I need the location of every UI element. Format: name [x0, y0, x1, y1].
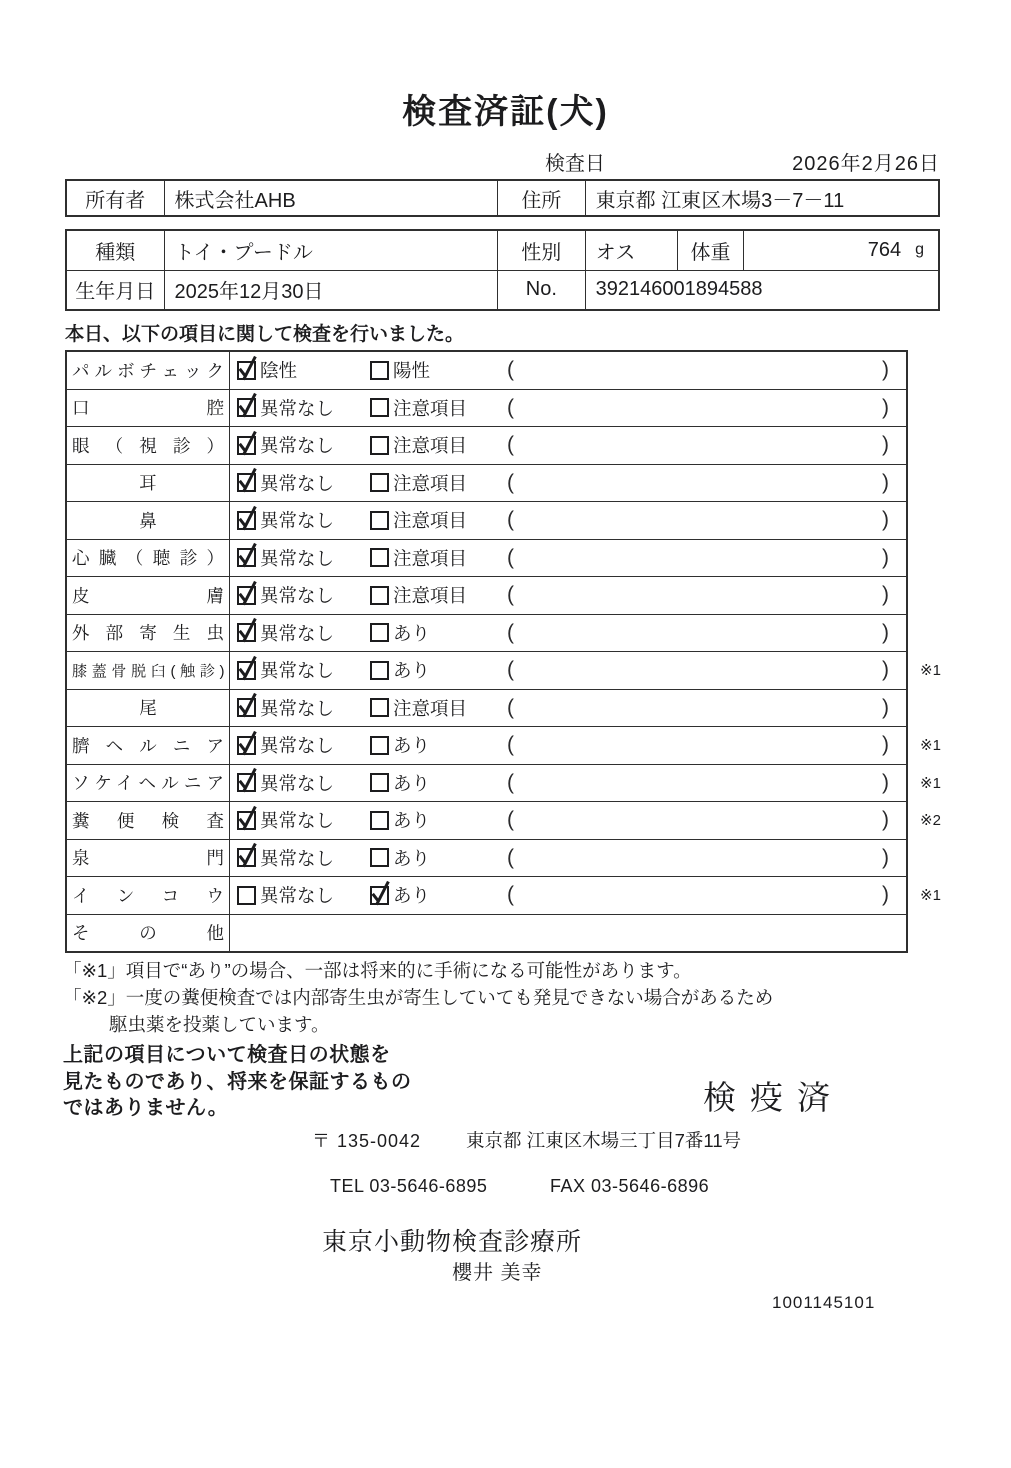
result-note-paren-open: (	[507, 620, 514, 644]
exam-item-label-cell	[67, 652, 230, 689]
exam-row	[67, 389, 906, 427]
disclaimer-line: 上記の項目について検査日の状態を	[63, 1044, 391, 1066]
exam-item-label: ソケイヘルニア	[72, 773, 224, 794]
sex-value: オス	[586, 231, 679, 270]
footnotes	[63, 957, 773, 1038]
breed-value: トイ・プードル	[165, 231, 498, 270]
exam-option-label: 異常なし	[260, 547, 335, 569]
exam-option-label: 注意項目	[393, 697, 468, 719]
exam-result-cell	[230, 352, 906, 389]
exam-row	[67, 876, 941, 914]
result-note-paren-close: )	[882, 508, 889, 532]
postal-code: 〒 135-0042	[312, 1131, 422, 1151]
exam-option	[237, 620, 334, 646]
exam-option	[237, 395, 334, 421]
remark-marker: ※1	[920, 887, 941, 905]
result-note-paren-close: )	[882, 545, 889, 569]
exam-option-label: 注意項目	[393, 547, 468, 569]
result-note-paren-open: (	[507, 733, 514, 757]
result-note-paren-open: (	[507, 845, 514, 869]
exam-item-label: 心臓（聴診）	[72, 548, 224, 569]
checkbox-unchecked-icon	[370, 848, 389, 867]
exam-result-cell	[230, 877, 941, 914]
checkbox-unchecked-icon	[370, 623, 389, 642]
exam-result-cell	[230, 802, 941, 839]
exam-option-label: 異常なし	[260, 660, 335, 682]
result-note-paren-close: )	[882, 358, 889, 382]
exam-option-label: あり	[393, 847, 431, 869]
result-note-paren-open: (	[507, 583, 514, 607]
exam-item-label: 鼻	[139, 510, 157, 531]
result-note-paren-open: (	[507, 433, 514, 457]
exam-item-label-cell	[67, 540, 230, 577]
exam-row	[67, 914, 906, 952]
result-note-paren-close: )	[882, 470, 889, 494]
owner-row	[67, 181, 938, 215]
exam-option-label: 異常なし	[260, 697, 335, 719]
exam-result-cell	[230, 540, 906, 577]
exam-item-label-cell	[67, 877, 230, 914]
exam-option	[237, 770, 334, 796]
owner-value: 株式会社AHB	[165, 181, 498, 215]
exam-option-label: 異常なし	[260, 810, 335, 832]
result-note-paren-open: (	[507, 470, 514, 494]
weight-label: 体重	[678, 231, 744, 270]
result-note-paren-close: )	[882, 620, 889, 644]
footnote-line: 駆虫薬を投薬しています。	[109, 1014, 330, 1035]
exam-option-label: 異常なし	[260, 885, 335, 907]
result-note-paren-close: )	[882, 845, 889, 869]
exam-option	[370, 357, 430, 383]
disclaimer-line: 見たものであり、将来を保証するもの	[63, 1070, 412, 1093]
exam-result-cell	[230, 915, 906, 952]
result-note-paren-close: )	[882, 433, 889, 457]
breed-label: 種類	[67, 231, 165, 270]
exam-result-cell	[230, 840, 906, 877]
address-label: 住所	[498, 181, 586, 215]
fax-number: FAX 03-5646-6896	[550, 1176, 710, 1196]
weight-unit: g	[915, 241, 924, 259]
exam-item-label: その他	[72, 923, 224, 944]
exam-item-label-cell	[67, 502, 230, 539]
exam-item-label-cell	[67, 727, 230, 764]
checkbox-unchecked-icon	[370, 698, 389, 717]
tel-number: TEL 03-5646-6895	[330, 1176, 488, 1196]
exam-result-cell	[230, 690, 906, 727]
exam-option	[370, 432, 467, 458]
exam-option	[370, 732, 430, 758]
result-note-paren-close: )	[882, 733, 889, 757]
exam-option-label: 異常なし	[260, 510, 335, 532]
exam-row	[67, 726, 941, 764]
exam-option-label: あり	[393, 660, 431, 682]
clinic-name: 東京小動物検査診療所	[322, 1228, 583, 1256]
footnote-line: 「※2」一度の糞便検査では内部寄生虫が寄生していても発見できない場合があるため	[63, 987, 774, 1008]
exam-result-cell	[230, 465, 906, 502]
result-note-paren-close: )	[882, 395, 889, 419]
remark-marker: ※2	[920, 812, 941, 830]
exam-result-cell	[230, 727, 941, 764]
result-note-paren-close: )	[882, 770, 889, 794]
result-note-paren-open: (	[507, 545, 514, 569]
exam-option-label: 異常なし	[260, 435, 335, 457]
exam-result-cell	[230, 427, 906, 464]
result-note-paren-close: )	[882, 695, 889, 719]
checkbox-checked-icon	[237, 398, 256, 417]
result-note-paren-open: (	[507, 358, 514, 382]
checkbox-checked-icon	[237, 661, 256, 680]
exam-row	[67, 426, 906, 464]
exam-option-label: あり	[393, 885, 431, 907]
exam-item-label: 外部寄生虫	[72, 623, 224, 644]
checkbox-checked-icon	[237, 811, 256, 830]
exam-option	[237, 695, 334, 721]
checkbox-checked-icon	[237, 436, 256, 455]
exam-item-label: 泉門	[72, 848, 224, 869]
exam-item-label: 皮膚	[72, 585, 224, 606]
exam-option-label: 異常なし	[260, 735, 335, 757]
result-note-paren-close: )	[882, 883, 889, 907]
exam-item-label: インコウ	[72, 885, 224, 906]
no-value: 392146001894588	[595, 278, 763, 301]
birthdate-value: 2025年12月30日	[165, 271, 498, 310]
exam-option	[370, 845, 430, 871]
exam-option-label: 陽性	[393, 360, 431, 382]
remark-marker: ※1	[920, 662, 941, 680]
exam-row	[67, 352, 906, 389]
exam-item-label-cell	[67, 840, 230, 877]
exam-item-label: 眼（視診）	[72, 435, 224, 456]
exam-item-label-cell	[67, 690, 230, 727]
exam-row	[67, 614, 906, 652]
result-note-paren-close: )	[882, 583, 889, 607]
no-label: No.	[498, 271, 586, 310]
exam-row	[67, 764, 941, 802]
exam-option	[370, 582, 467, 608]
checkbox-checked-icon	[237, 473, 256, 492]
exam-item-label-cell	[67, 802, 230, 839]
exam-option-label: 陰性	[260, 360, 298, 382]
checkbox-checked-icon	[237, 511, 256, 530]
checkbox-checked-icon	[370, 886, 389, 905]
exam-option	[370, 657, 430, 683]
exam-option	[237, 357, 297, 383]
result-note-paren-close: )	[882, 658, 889, 682]
exam-result-cell	[230, 765, 941, 802]
weight-value	[744, 231, 938, 270]
exam-option	[370, 695, 467, 721]
checkbox-unchecked-icon	[370, 773, 389, 792]
exam-item-label-cell	[67, 352, 230, 389]
birthdate-row	[67, 270, 938, 310]
weight-number: 764	[867, 238, 902, 261]
exam-option	[237, 582, 334, 608]
exam-row	[67, 801, 941, 839]
checkbox-checked-icon	[237, 623, 256, 642]
exam-option-label: あり	[393, 622, 431, 644]
exam-option-label: 注意項目	[393, 397, 468, 419]
quarantine-stamp: 検疫済	[703, 1081, 844, 1117]
checkbox-unchecked-icon	[370, 473, 389, 492]
checkbox-checked-icon	[237, 586, 256, 605]
checkbox-unchecked-icon	[370, 436, 389, 455]
exam-item-label: 耳	[139, 473, 157, 494]
exam-item-label-cell	[67, 465, 230, 502]
inspection-date-label: 検査日	[545, 153, 605, 175]
exam-table	[65, 350, 941, 953]
exam-item-label-cell	[67, 427, 230, 464]
exam-option	[237, 657, 334, 683]
exam-option	[370, 882, 430, 908]
exam-row	[67, 576, 906, 614]
exam-option-label: 注意項目	[393, 435, 468, 457]
disclaimer-text	[63, 1042, 412, 1122]
checkbox-unchecked-icon	[370, 511, 389, 530]
exam-item-label-cell	[67, 577, 230, 614]
exam-item-label: 尾	[139, 698, 157, 719]
exam-item-label-cell	[67, 615, 230, 652]
exam-item-label: パルボチェック	[72, 360, 224, 381]
exam-row	[67, 689, 906, 727]
footnote-line: 「※1」項目で“あり”の場合、一部は将来的に手術になる可能性があります。	[63, 960, 692, 981]
exam-option-label: あり	[393, 772, 431, 794]
result-note-paren-open: (	[507, 808, 514, 832]
exam-option-label: 異常なし	[260, 397, 335, 419]
checkbox-unchecked-icon	[370, 361, 389, 380]
exam-option	[370, 620, 430, 646]
sex-label: 性別	[498, 231, 586, 270]
exam-item-label-cell	[67, 915, 230, 952]
exam-option	[370, 470, 467, 496]
intro-text: 本日、以下の項目に関して検査を行いました。	[65, 324, 465, 345]
remark-marker: ※1	[920, 737, 941, 755]
exam-row	[67, 839, 906, 877]
exam-result-cell	[230, 615, 906, 652]
owner-label: 所有者	[67, 181, 165, 215]
disclaimer-line: ではありません。	[63, 1097, 229, 1119]
exam-option-label: あり	[393, 810, 431, 832]
exam-row	[67, 464, 906, 502]
checkbox-checked-icon	[237, 698, 256, 717]
exam-option-label: 異常なし	[260, 585, 335, 607]
exam-option-label: あり	[393, 735, 431, 757]
pet-table	[65, 229, 940, 311]
exam-result-cell	[230, 652, 941, 689]
result-note-paren-open: (	[507, 695, 514, 719]
checkbox-unchecked-icon	[370, 548, 389, 567]
exam-option-label: 注意項目	[393, 510, 468, 532]
result-note-paren-open: (	[507, 883, 514, 907]
result-note-paren-open: (	[507, 770, 514, 794]
checkbox-unchecked-icon	[370, 661, 389, 680]
exam-option	[237, 845, 334, 871]
exam-option	[370, 545, 467, 571]
result-note-paren-open: (	[507, 508, 514, 532]
exam-result-cell	[230, 502, 906, 539]
exam-option	[370, 507, 467, 533]
exam-option-label: 異常なし	[260, 847, 335, 869]
exam-option-label: 異常なし	[260, 622, 335, 644]
checkbox-checked-icon	[237, 848, 256, 867]
exam-item-label-cell	[67, 390, 230, 427]
exam-item-label: 膝蓋骨脱臼(触診)	[72, 662, 224, 680]
exam-option-label: 注意項目	[393, 472, 468, 494]
exam-option	[237, 545, 334, 571]
exam-option	[370, 807, 430, 833]
exam-option	[237, 507, 334, 533]
address-value: 東京都 江東区木場3－7－11	[595, 189, 845, 212]
exam-option	[370, 770, 430, 796]
checkbox-checked-icon	[237, 736, 256, 755]
exam-option	[237, 470, 334, 496]
exam-option-label: 注意項目	[393, 585, 468, 607]
checkbox-checked-icon	[237, 773, 256, 792]
exam-item-label: 口腔	[72, 398, 224, 419]
result-note-paren-open: (	[507, 395, 514, 419]
document-number: 1001145101	[772, 1293, 876, 1312]
remark-marker: ※1	[920, 774, 941, 792]
exam-item-label-cell	[67, 765, 230, 802]
exam-option-label: 異常なし	[260, 772, 335, 794]
exam-option-label: 異常なし	[260, 472, 335, 494]
exam-item-label: 糞便検査	[72, 810, 224, 831]
exam-row	[67, 501, 906, 539]
exam-item-label: 臍ヘルニア	[72, 735, 224, 756]
exam-row	[67, 539, 906, 577]
exam-result-cell	[230, 577, 906, 614]
exam-option	[237, 807, 334, 833]
clinic-address: 東京都 江東区木場三丁目7番11号	[466, 1130, 742, 1151]
birthdate-label: 生年月日	[67, 271, 165, 310]
exam-option	[237, 882, 334, 908]
exam-option	[237, 732, 334, 758]
exam-result-cell	[230, 390, 906, 427]
breed-row	[67, 231, 938, 270]
exam-row	[67, 651, 941, 689]
result-note-paren-open: (	[507, 658, 514, 682]
checkbox-checked-icon	[237, 548, 256, 567]
result-note-paren-close: )	[882, 808, 889, 832]
checkbox-unchecked-icon	[370, 736, 389, 755]
examiner-name: 櫻井 美幸	[452, 1262, 543, 1284]
checkbox-checked-icon	[237, 361, 256, 380]
exam-option	[370, 395, 467, 421]
inspection-date-value: 2026年2月26日	[792, 153, 940, 175]
page-title: 検査済証(犬)	[402, 93, 609, 131]
checkbox-unchecked-icon	[370, 398, 389, 417]
checkbox-unchecked-icon	[370, 586, 389, 605]
exam-option	[237, 432, 334, 458]
checkbox-unchecked-icon	[237, 886, 256, 905]
checkbox-unchecked-icon	[370, 811, 389, 830]
owner-table	[65, 179, 940, 217]
